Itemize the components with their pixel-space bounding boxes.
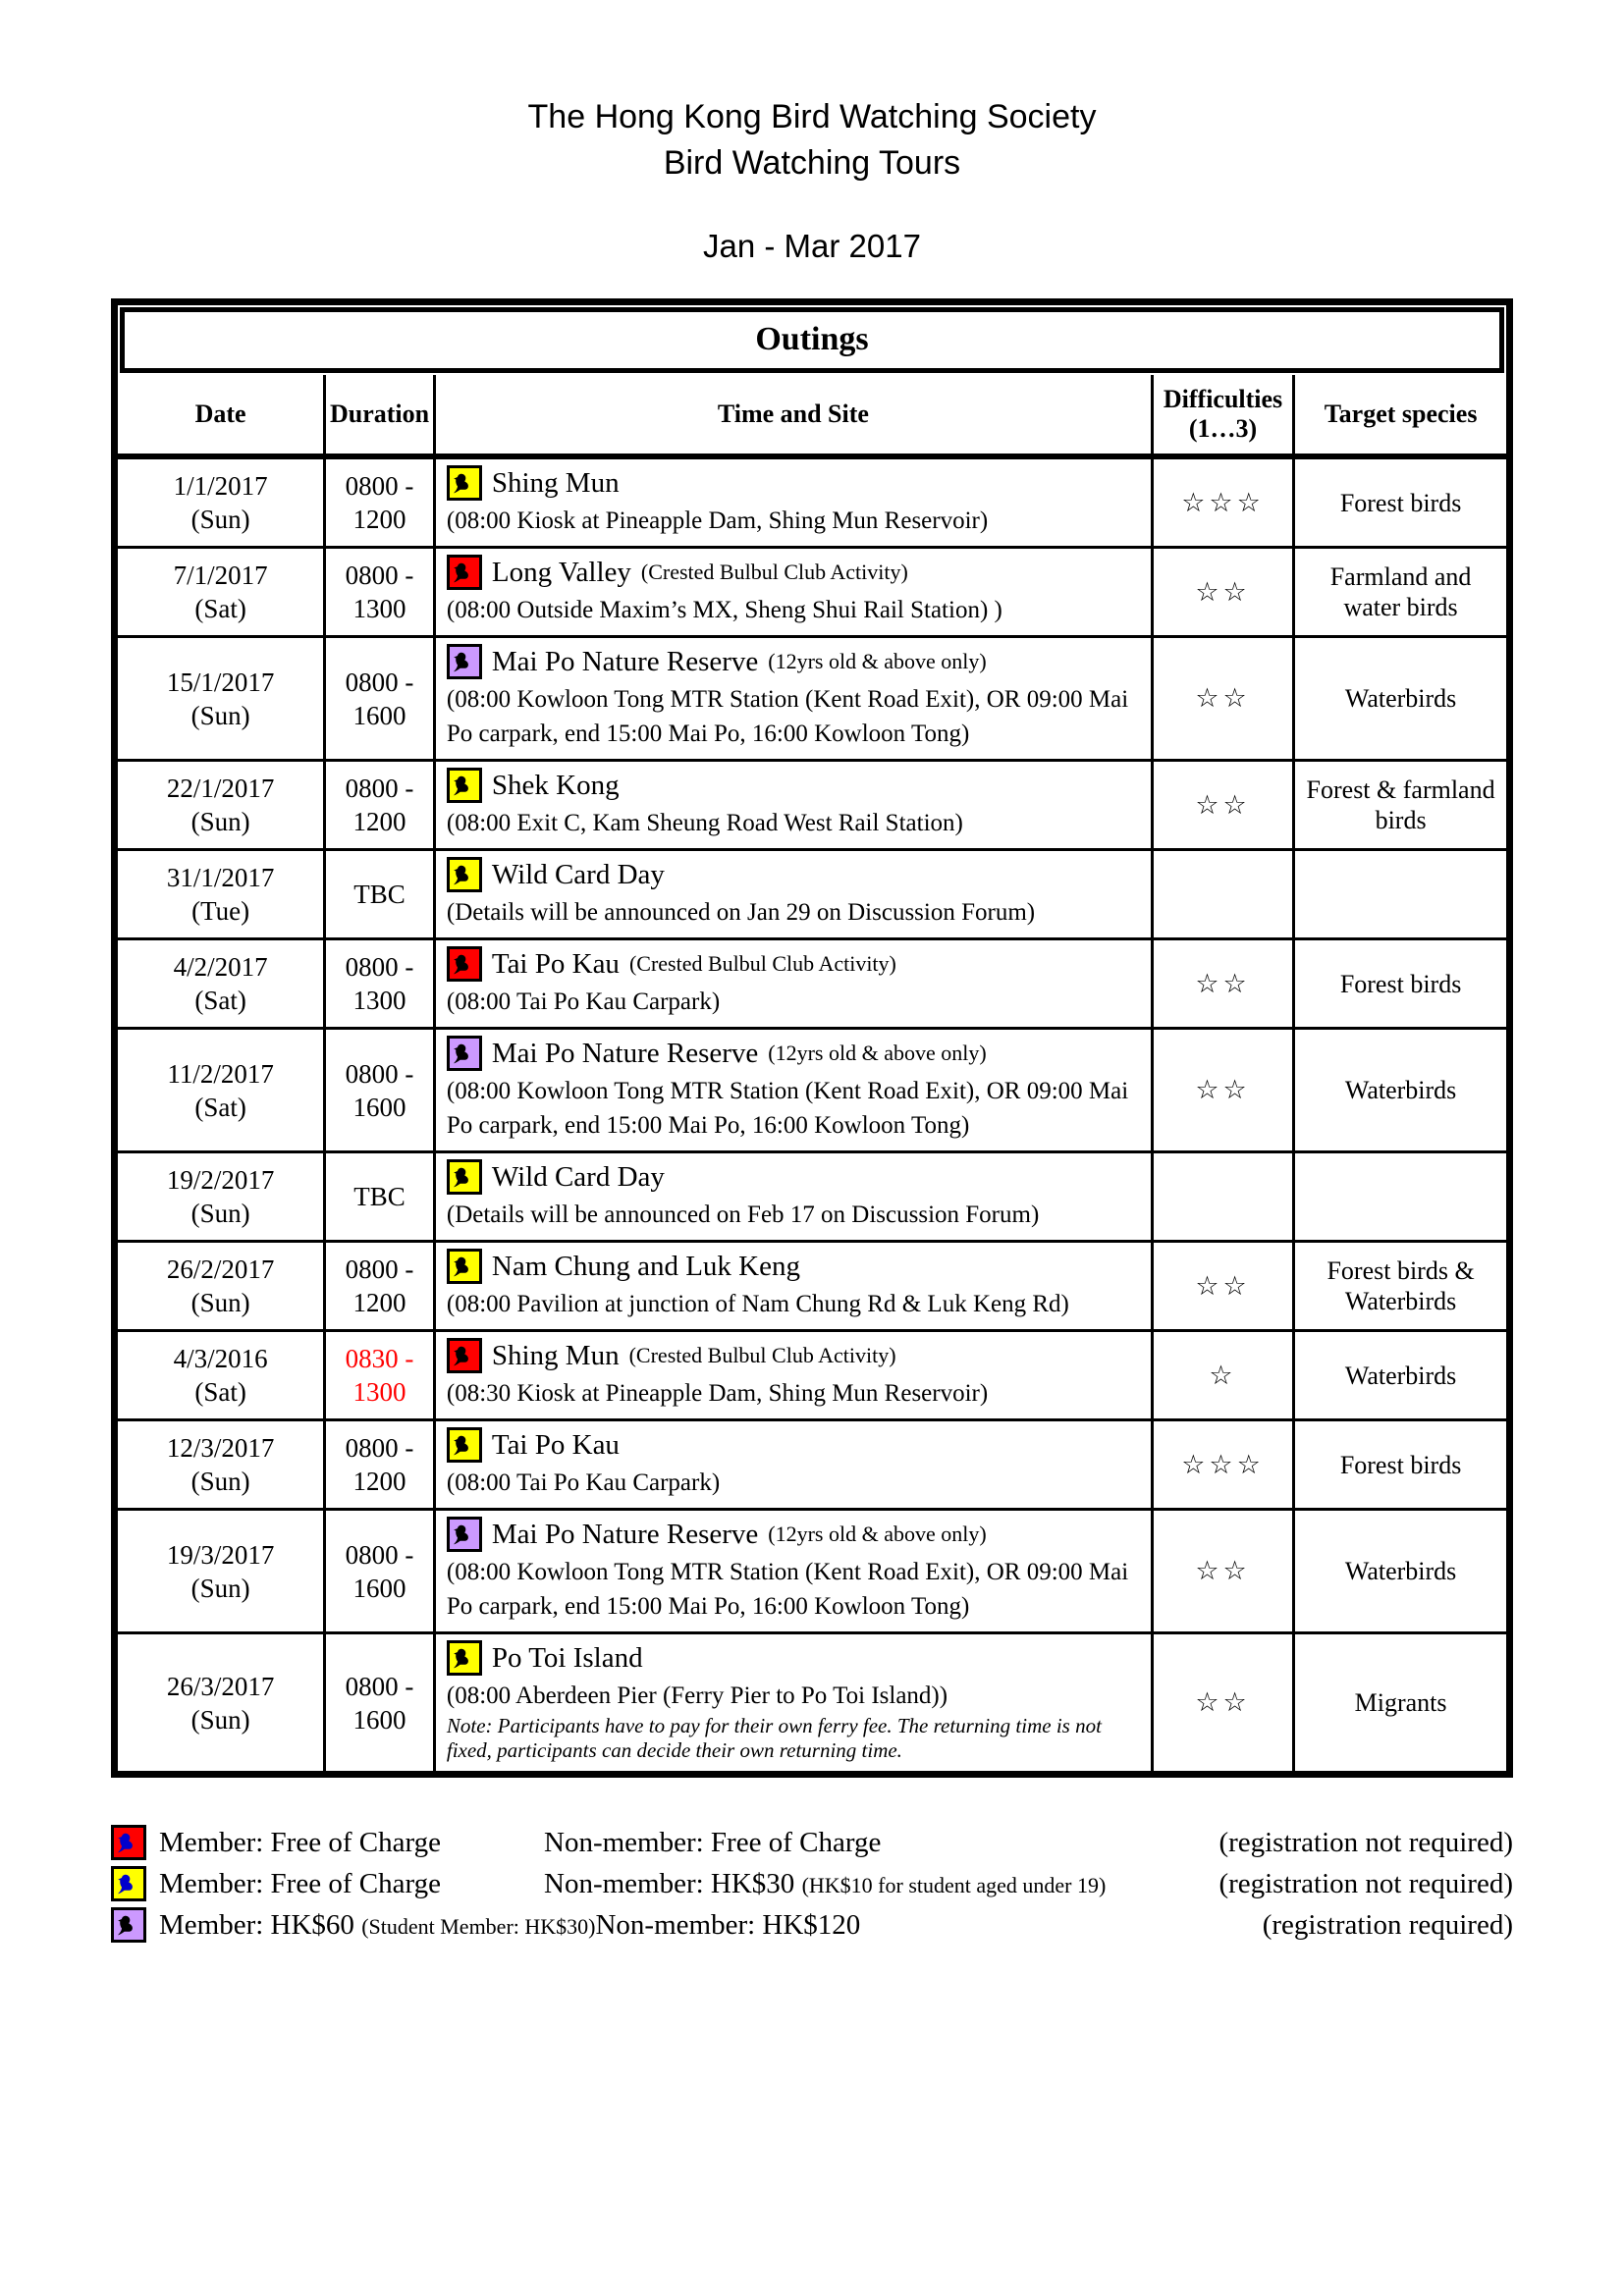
site-details: (Details will be announced on Jan 29 on Discussion Forum) (446, 899, 1036, 926)
site-name: Shek Kong (491, 769, 620, 801)
site-name: Tai Po Kau (491, 1428, 620, 1461)
table-row (118, 1331, 1506, 1420)
column-header-duration: Duration (325, 375, 435, 456)
column-header-time-site: Time and Site (434, 375, 1152, 456)
table-row (118, 1633, 1506, 1772)
outing-date: 7/1/2017 (173, 561, 268, 590)
outing-day: (Sun) (190, 700, 250, 730)
site-details: (08:00 Kowloon Tong MTR Station (Kent Road Exit), OR 09:00 Mai Po carpark, end 15:00 Mai Po, 16:00 Kowloon Tong) (446, 1559, 1129, 1620)
bird-icon (447, 1517, 482, 1552)
pricing-legend (111, 1825, 1513, 1943)
difficulty-stars: ☆ (1152, 1331, 1293, 1420)
difficulty-stars (1152, 850, 1293, 939)
target-species: Forest birds (1294, 456, 1506, 548)
target-species (1294, 1152, 1506, 1242)
site-details: (08:00 Exit C, Kam Sheung Road West Rail Station) (446, 810, 963, 836)
site-details: (08:00 Tai Po Kau Carpark) (446, 988, 721, 1015)
difficulty-stars: ☆☆ (1152, 939, 1293, 1029)
outing-duration: 0800 - 1200 (325, 1242, 435, 1331)
outing-day: (Sat) (194, 1377, 246, 1407)
table-row (118, 456, 1506, 548)
legend-row-red (111, 1825, 1513, 1860)
outing-date: 4/2/2017 (173, 952, 268, 982)
difficulty-stars: ☆☆ (1152, 1633, 1293, 1772)
legend-registration-text: (registration not required) (1218, 1826, 1513, 1858)
difficulty-stars: ☆☆ (1152, 548, 1293, 637)
bird-icon (447, 1249, 482, 1284)
table-row (118, 1152, 1506, 1242)
outings-table (111, 298, 1513, 1778)
difficulty-stars: ☆☆☆ (1152, 456, 1293, 548)
target-species: Waterbirds (1294, 1331, 1506, 1420)
bird-icon (447, 1338, 482, 1373)
outing-day: (Sat) (194, 1092, 246, 1122)
bird-icon (447, 1640, 482, 1676)
outing-date: 26/2/2017 (166, 1255, 275, 1284)
bird-icon (447, 857, 482, 892)
legend-row-purple (111, 1907, 1513, 1943)
site-details: (08:00 Kowloon Tong MTR Station (Kent Road Exit), OR 09:00 Mai Po carpark, end 15:00 Mai Po, 16:00 Kowloon Tong) (446, 686, 1129, 747)
table-row (118, 637, 1506, 761)
site-details: (08:00 Outside Maxim’s MX, Sheng Shui Rail Station) ) (446, 597, 1002, 623)
bird-icon (447, 644, 482, 679)
outing-day: (Sun) (190, 505, 250, 534)
outing-duration: 0800 - 1600 (325, 1510, 435, 1633)
site-note: (12yrs old & above only) (768, 649, 987, 673)
site-note: (12yrs old & above only) (768, 1522, 987, 1546)
outing-duration: TBC (325, 1152, 435, 1242)
outing-date: 12/3/2017 (166, 1433, 275, 1463)
target-species: Waterbirds (1294, 637, 1506, 761)
table-title: Outings (120, 307, 1504, 373)
site-details: (08:00 Kiosk at Pineapple Dam, Shing Mun Reservoir) (446, 507, 989, 534)
site-name: Mai Po Nature Reserve (491, 1037, 759, 1069)
legend-member-text: Member: Free of Charge (159, 1867, 441, 1899)
outing-date: 4/3/2016 (173, 1344, 268, 1373)
outing-duration: 0800 - 1200 (325, 456, 435, 548)
site-name: Mai Po Nature Reserve (491, 1518, 759, 1550)
outing-duration: 0800 - 1200 (325, 761, 435, 850)
bird-icon (447, 1159, 482, 1195)
target-species: Waterbirds (1294, 1510, 1506, 1633)
difficulty-stars: ☆☆ (1152, 637, 1293, 761)
table-row (118, 1242, 1506, 1331)
outing-duration: 0800 - 1300 (325, 939, 435, 1029)
difficulty-stars: ☆☆ (1152, 761, 1293, 850)
target-species: Farmland and water birds (1294, 548, 1506, 637)
outing-duration: 0800 - 1300 (325, 548, 435, 637)
site-name: Nam Chung and Luk Keng (491, 1250, 800, 1282)
column-header-difficulties: Difficulties (1…3) (1152, 375, 1293, 456)
outing-duration: TBC (325, 850, 435, 939)
site-note: (Crested Bulbul Club Activity) (628, 1343, 896, 1367)
table-row (118, 1029, 1506, 1152)
outing-date: 31/1/2017 (166, 863, 275, 892)
column-header-date: Date (118, 375, 325, 456)
target-species: Forest birds (1294, 1420, 1506, 1510)
target-species: Waterbirds (1294, 1029, 1506, 1152)
outing-duration: 0830 - 1300 (325, 1331, 435, 1420)
outing-duration: 0800 - 1600 (325, 1029, 435, 1152)
legend-nonmember-text: Non-member: Free of Charge (544, 1826, 882, 1858)
difficulty-stars: ☆☆ (1152, 1510, 1293, 1633)
bird-icon (447, 465, 482, 501)
site-note: (Crested Bulbul Club Activity) (628, 951, 896, 976)
outing-day: (Sun) (190, 807, 250, 836)
legend-nonmember-text: Non-member: HK$30 (HK$10 for student aged under 19) (544, 1867, 1107, 1899)
site-name: Tai Po Kau (491, 947, 620, 980)
site-details: (Details will be announced on Feb 17 on Discussion Forum) (446, 1201, 1040, 1228)
target-species (1294, 850, 1506, 939)
red-bird-icon (111, 1825, 146, 1860)
outing-day: (Sun) (190, 1288, 250, 1317)
outing-date: 26/3/2017 (166, 1671, 275, 1701)
document-header (0, 0, 1624, 265)
outing-date: 1/1/2017 (173, 471, 268, 501)
legend-member-text: Member: Free of Charge (159, 1826, 441, 1858)
outing-duration: 0800 - 1600 (325, 637, 435, 761)
outing-duration: 0800 - 1600 (325, 1633, 435, 1772)
site-name: Wild Card Day (491, 858, 665, 890)
site-note: (12yrs old & above only) (768, 1041, 987, 1065)
target-species: Migrants (1294, 1633, 1506, 1772)
legend-nonmember-text: Non-member: HK$120 (595, 1908, 861, 1941)
table-row (118, 1420, 1506, 1510)
site-details: (08:00 Tai Po Kau Carpark) (446, 1469, 721, 1496)
site-name: Shing Mun (491, 1339, 620, 1371)
bird-icon (447, 555, 482, 590)
site-details: (08:00 Aberdeen Pier (Ferry Pier to Po Toi Island)) (446, 1682, 948, 1709)
outings-table-body (118, 456, 1506, 1771)
legend-registration-text: (registration required) (1262, 1908, 1513, 1941)
site-name: Long Valley (491, 556, 631, 588)
outing-day: (Sun) (190, 1704, 250, 1735)
column-header-species: Target species (1294, 375, 1506, 456)
page-title: The Hong Kong Bird Watching Society (527, 98, 1097, 135)
table-header-row (118, 375, 1506, 456)
outing-date: 19/3/2017 (166, 1539, 275, 1570)
outing-date: 19/2/2017 (166, 1165, 275, 1195)
difficulty-stars (1152, 1152, 1293, 1242)
outing-date: 22/1/2017 (166, 774, 275, 803)
outing-duration: 0800 - 1200 (325, 1420, 435, 1510)
outing-day: (Sat) (194, 594, 246, 623)
purple-bird-icon (111, 1907, 146, 1943)
legend-member-text: Member: HK$60 (Student Member: HK$30) (159, 1908, 596, 1941)
site-name: Wild Card Day (491, 1160, 665, 1193)
target-species: Forest birds & Waterbirds (1294, 1242, 1506, 1331)
difficulty-stars: ☆☆☆ (1152, 1420, 1293, 1510)
bird-icon (447, 1427, 482, 1463)
outing-date: 11/2/2017 (167, 1058, 274, 1089)
target-species: Forest birds (1294, 939, 1506, 1029)
table-row (118, 548, 1506, 637)
site-note: (Crested Bulbul Club Activity) (640, 560, 908, 584)
difficulty-stars: ☆☆ (1152, 1242, 1293, 1331)
page-subtitle: Bird Watching Tours (663, 144, 961, 182)
site-name: Po Toi Island (491, 1641, 643, 1674)
table-row (118, 850, 1506, 939)
outing-day: (Sun) (190, 1573, 250, 1603)
outing-day: (Sun) (190, 1467, 250, 1496)
site-name: Shing Mun (491, 466, 620, 499)
site-details: (08:00 Kowloon Tong MTR Station (Kent Road Exit), OR 09:00 Mai Po carpark, end 15:00 Mai Po, 16:00 Kowloon Tong) (446, 1078, 1129, 1139)
bird-icon (447, 946, 482, 982)
difficulty-stars: ☆☆ (1152, 1029, 1293, 1152)
bird-icon (447, 1036, 482, 1071)
outing-day: (Sun) (190, 1199, 250, 1228)
outing-date: 15/1/2017 (166, 667, 275, 697)
table-row (118, 939, 1506, 1029)
bird-icon (447, 768, 482, 803)
legend-registration-text: (registration not required) (1218, 1867, 1513, 1899)
table-row (118, 761, 1506, 850)
table-row (118, 1510, 1506, 1633)
site-extra-note: Note: Participants have to pay for their own ferry fee. The returning time is not fixed, participants can decide their own returning time. (446, 1714, 1102, 1762)
legend-row-yellow (111, 1866, 1513, 1901)
period-label: Jan - Mar 2017 (703, 228, 921, 264)
target-species: Forest & farmland birds (1294, 761, 1506, 850)
site-details: (08:00 Pavilion at junction of Nam Chung Rd & Luk Keng Rd) (446, 1291, 1069, 1317)
yellow-bird-icon (111, 1866, 146, 1901)
outing-day: (Tue) (191, 896, 250, 926)
site-name: Mai Po Nature Reserve (491, 645, 759, 677)
site-details: (08:30 Kiosk at Pineapple Dam, Shing Mun Reservoir) (446, 1380, 989, 1407)
outing-day: (Sat) (194, 986, 246, 1015)
